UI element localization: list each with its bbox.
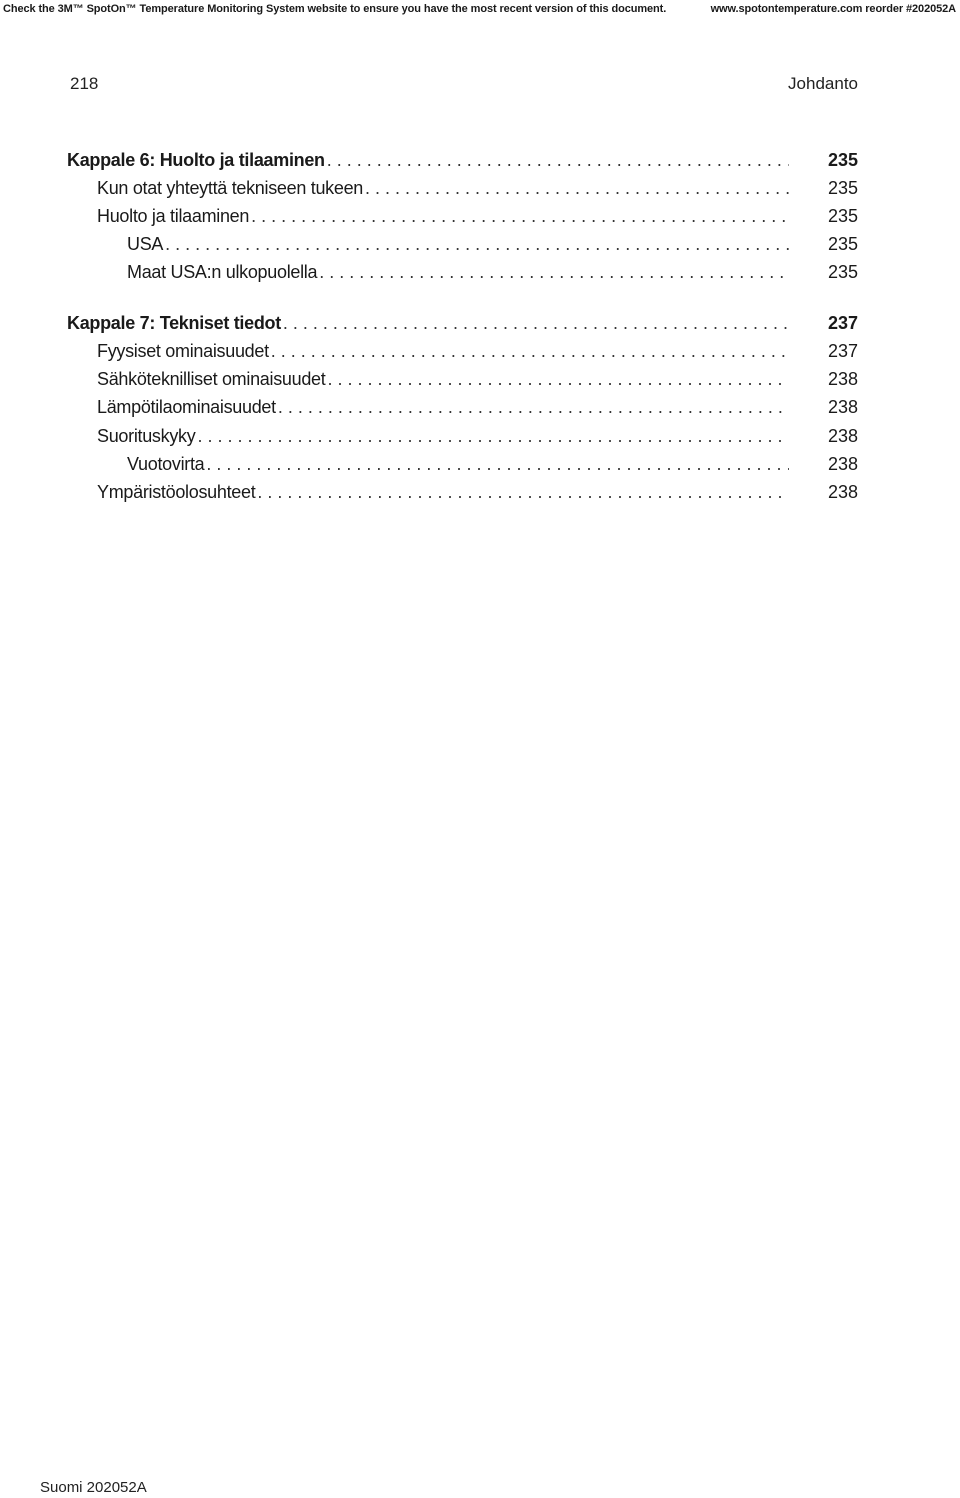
toc-page-number: 237 — [827, 313, 858, 333]
toc-entry-title: Vuotovirta — [127, 454, 205, 474]
toc-entry[interactable] — [97, 424, 789, 448]
toc-leader-dots — [195, 424, 789, 448]
toc-page-number: 238 — [827, 454, 858, 474]
toc-entry[interactable] — [127, 260, 789, 284]
toc-entry-title: Ympäristöolosuhteet — [97, 482, 256, 502]
toc-entry[interactable] — [97, 204, 789, 228]
toc-entry[interactable] — [67, 311, 789, 335]
toc-entry-title: USA — [127, 234, 164, 254]
toc-entry-title: Kappale 6: Huolto ja tilaaminen — [67, 150, 325, 170]
toc-page-number: 235 — [827, 262, 858, 282]
toc-page-number: 235 — [827, 234, 858, 254]
page-number: 218 — [70, 74, 99, 93]
toc-page-number: 237 — [827, 341, 858, 361]
toc-page-number: 235 — [827, 150, 858, 170]
toc-leader-dots — [163, 232, 789, 256]
toc-entry-title: Suorituskyky — [97, 426, 196, 446]
toc-entry[interactable] — [97, 367, 789, 391]
toc-leader-dots — [269, 339, 789, 363]
toc-entry[interactable] — [97, 339, 789, 363]
toc-entry-title: Sähköteknilliset ominaisuudet — [97, 369, 326, 389]
toc-leader-dots — [249, 204, 789, 228]
page-footer: Suomi 202052A — [40, 1479, 147, 1496]
toc-leader-dots — [363, 176, 789, 200]
toc-page-number: 238 — [827, 369, 858, 389]
toc-entry-title: Fyysiset ominaisuudet — [97, 341, 269, 361]
section-name: Johdanto — [788, 74, 858, 93]
top-banner — [0, 0, 960, 18]
toc-page-number: 235 — [827, 178, 858, 198]
toc-page-number: 238 — [827, 482, 858, 502]
toc-leader-dots — [281, 311, 789, 335]
toc-leader-dots — [255, 480, 789, 504]
toc-entry[interactable] — [97, 480, 789, 504]
toc-leader-dots — [276, 395, 789, 419]
toc-entry-title: Huolto ja tilaaminen — [97, 206, 250, 226]
toc-entry[interactable] — [127, 452, 789, 476]
toc-page-number: 238 — [827, 397, 858, 417]
toc-page-number: 238 — [827, 426, 858, 446]
running-head — [70, 72, 858, 96]
toc-entry[interactable] — [97, 176, 789, 200]
toc-entry[interactable] — [97, 395, 789, 419]
toc-leader-dots — [325, 367, 789, 391]
toc-entry-title: Lämpötilaominaisuudet — [97, 397, 276, 417]
toc-page-number: 235 — [827, 206, 858, 226]
toc-entry-title: Kun otat yhteyttä tekniseen tukeen — [97, 178, 363, 198]
toc-entry-title: Kappale 7: Tekniset tiedot — [67, 313, 281, 333]
toc-leader-dots — [204, 452, 789, 476]
toc-entry[interactable] — [67, 148, 789, 172]
banner-website-link[interactable]: www.spotontemperature.com reorder #202052A — [710, 3, 956, 15]
toc-entry-title: Maat USA:n ulkopuolella — [127, 262, 318, 282]
toc-entry[interactable] — [127, 232, 789, 256]
banner-notice: Check the 3M™ SpotOn™ Temperature Monitoring System website to ensure you have the most recent version of this document. — [3, 3, 667, 15]
toc-leader-dots — [317, 260, 789, 284]
toc-leader-dots — [325, 148, 789, 172]
